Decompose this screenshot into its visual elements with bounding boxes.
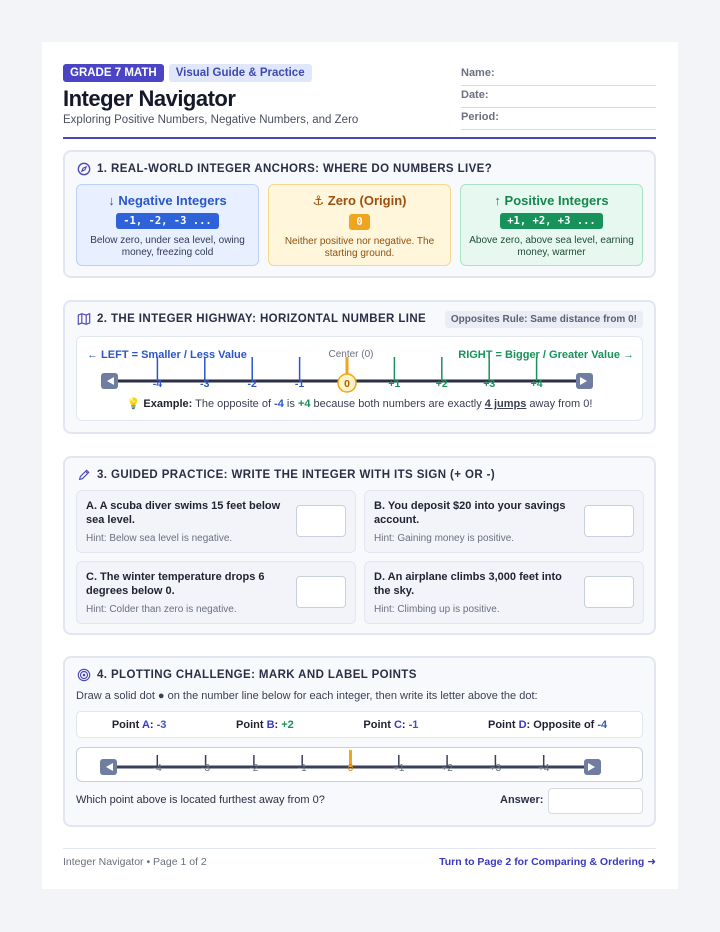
- lightbulb-icon: 💡: [126, 398, 141, 410]
- horizontal-number-line: [77, 337, 644, 397]
- furthest-question: Which point above is located furthest away from 0?: [76, 794, 325, 806]
- question-text: B. You deposit $20 into your savings account.: [374, 500, 566, 526]
- point-d: [488, 719, 607, 731]
- plotting-number-line-panel[interactable]: [76, 747, 643, 782]
- date-field[interactable]: Date:: [461, 86, 656, 108]
- answer-label: Answer:: [500, 794, 544, 806]
- point-prefix: Point: [488, 718, 516, 731]
- example-text: away from 0!: [529, 398, 593, 410]
- left-direction-label: ← LEFT = Smaller / Less Value: [87, 349, 247, 361]
- number-line-panel: [76, 336, 643, 421]
- name-field[interactable]: Name:: [461, 64, 656, 86]
- grade-badge: GRADE 7 MATH: [63, 64, 164, 82]
- tick-label: -2: [247, 378, 257, 390]
- plot-tick-label: -3: [201, 763, 211, 774]
- tick-label: -4: [152, 378, 163, 390]
- point-value: -4: [597, 718, 608, 731]
- card-heading: ⚓ Zero (Origin): [312, 193, 407, 208]
- pencil-icon: [77, 468, 91, 482]
- plot-tick-label: -4: [152, 763, 162, 774]
- positive-integers-card: [460, 184, 643, 266]
- card-description: Above zero, above sea level, earning money, warmer: [469, 235, 634, 258]
- tick-label: -1: [294, 378, 305, 390]
- plotting-number-line[interactable]: [77, 748, 641, 780]
- point-sep: : Opposite of: [526, 718, 595, 731]
- card-chip: -1, -2, -3 ...: [116, 213, 219, 229]
- plot-tick-label: +4: [537, 763, 550, 774]
- card-description: Neither positive nor negative. The starting ground.: [284, 236, 435, 259]
- example-text: is: [286, 398, 295, 410]
- question-b: [364, 490, 644, 553]
- target-icon: [77, 668, 91, 682]
- section-title: 1. REAL-WORLD INTEGER ANCHORS: WHERE DO NUMBERS LIVE?: [97, 163, 493, 175]
- plot-tick-label: +2: [441, 763, 453, 774]
- plotting-instructions: Draw a solid dot ● on the number line below for each integer, then write its letter above the dot:: [76, 690, 538, 702]
- tick-label: +2: [435, 378, 448, 390]
- example-jumps: 4 jumps: [484, 398, 527, 410]
- student-info-fields: [461, 64, 656, 130]
- tick-label: +1: [388, 378, 401, 390]
- tick-label: 0: [344, 378, 350, 390]
- question-c: [76, 561, 356, 624]
- point-value: -3: [156, 718, 167, 731]
- section-title: 4. PLOTTING CHALLENGE: MARK AND LABEL POINTS: [97, 669, 417, 681]
- point-c: [363, 719, 418, 731]
- map-icon: [77, 312, 91, 326]
- example-text: because both numbers are exactly: [313, 398, 482, 410]
- points-list: [76, 711, 643, 738]
- point-sep: :: [274, 718, 279, 731]
- zero-origin-card: [268, 184, 451, 266]
- guide-badge: Visual Guide & Practice: [169, 64, 312, 82]
- compass-icon: [77, 162, 91, 176]
- section-integer-highway: [63, 300, 656, 434]
- page-title: Integer Navigator: [63, 86, 236, 111]
- point-letter: D: [518, 718, 527, 731]
- question-text: C. The winter temperature drops 6 degrees below 0.: [86, 571, 265, 597]
- question-text: A. A scuba diver swims 15 feet below sea level.: [86, 500, 281, 526]
- center-label: Center (0): [328, 349, 374, 360]
- question-hint: Hint: Colder than zero is negative.: [86, 604, 237, 615]
- section-title: 3. GUIDED PRACTICE: WRITE THE INTEGER WITH ITS SIGN (+ OR -): [97, 469, 496, 481]
- point-prefix: Point: [236, 718, 264, 731]
- question-hint: Hint: Below sea level is negative.: [86, 533, 233, 544]
- section-integer-anchors: [63, 150, 656, 278]
- point-prefix: Point: [111, 718, 140, 731]
- example-text: The opposite of: [195, 398, 272, 410]
- question-a: [76, 490, 356, 553]
- point-a: [112, 719, 167, 731]
- tick-label: +3: [483, 378, 496, 390]
- opposites-rule-pill: Opposites Rule: Same distance from 0!: [445, 311, 643, 328]
- page-subtitle: Exploring Positive Numbers, Negative Numbers, and Zero: [63, 114, 359, 126]
- negative-integers-card: [76, 184, 259, 266]
- section-guided-practice: [63, 456, 656, 635]
- point-letter: C: [393, 718, 402, 731]
- answer-box-c[interactable]: [296, 576, 346, 608]
- question-text: D. An airplane climbs 3,000 feet into the sky.: [374, 571, 562, 597]
- answer-input[interactable]: [548, 788, 643, 814]
- example-negative: -4: [274, 398, 284, 410]
- answer-box-b[interactable]: [584, 505, 634, 537]
- example-positive: +4: [297, 398, 311, 410]
- card-heading: ↓ Negative Integers: [108, 193, 227, 208]
- footer-page-info: Integer Navigator • Page 1 of 2: [63, 856, 207, 868]
- point-letter: B: [266, 718, 275, 731]
- point-sep: :: [401, 718, 406, 731]
- card-description: Below zero, under sea level, owing money, freezing cold: [90, 235, 245, 258]
- point-value: -1: [408, 718, 419, 731]
- plot-tick-label: +1: [393, 763, 405, 774]
- point-sep: :: [149, 718, 154, 731]
- point-value: +2: [281, 718, 294, 731]
- question-d: [364, 561, 644, 624]
- example-lead: Example:: [143, 398, 193, 410]
- next-page-link[interactable]: Turn to Page 2 for Comparing & Ordering ➜: [439, 856, 656, 868]
- plot-tick-label: 0: [347, 763, 354, 774]
- worksheet-page: [42, 42, 678, 889]
- answer-box-a[interactable]: [296, 505, 346, 537]
- card-chip: +1, +2, +3 ...: [500, 213, 603, 229]
- period-field[interactable]: Period:: [461, 108, 656, 130]
- question-hint: Hint: Climbing up is positive.: [374, 604, 500, 615]
- opposites-example: [77, 397, 642, 410]
- point-letter: A: [141, 718, 150, 731]
- answer-box-d[interactable]: [584, 576, 634, 608]
- footer: [63, 848, 656, 868]
- plot-tick-label: +3: [489, 763, 502, 774]
- right-direction-label: RIGHT = Bigger / Greater Value →: [458, 349, 634, 361]
- point-prefix: Point: [363, 718, 391, 731]
- card-chip: 0: [349, 214, 369, 230]
- plot-tick-label: -1: [297, 763, 307, 774]
- section-title: 2. THE INTEGER HIGHWAY: HORIZONTAL NUMBER LINE: [97, 313, 427, 325]
- plot-tick-label: -2: [249, 763, 259, 774]
- tick-label: -3: [200, 378, 210, 390]
- section-plotting-challenge: [63, 656, 656, 827]
- tick-label: +4: [530, 378, 543, 390]
- question-hint: Hint: Gaining money is positive.: [374, 533, 515, 544]
- card-heading: ↑ Positive Integers: [494, 193, 609, 208]
- header: [63, 64, 656, 139]
- point-b: [236, 719, 294, 731]
